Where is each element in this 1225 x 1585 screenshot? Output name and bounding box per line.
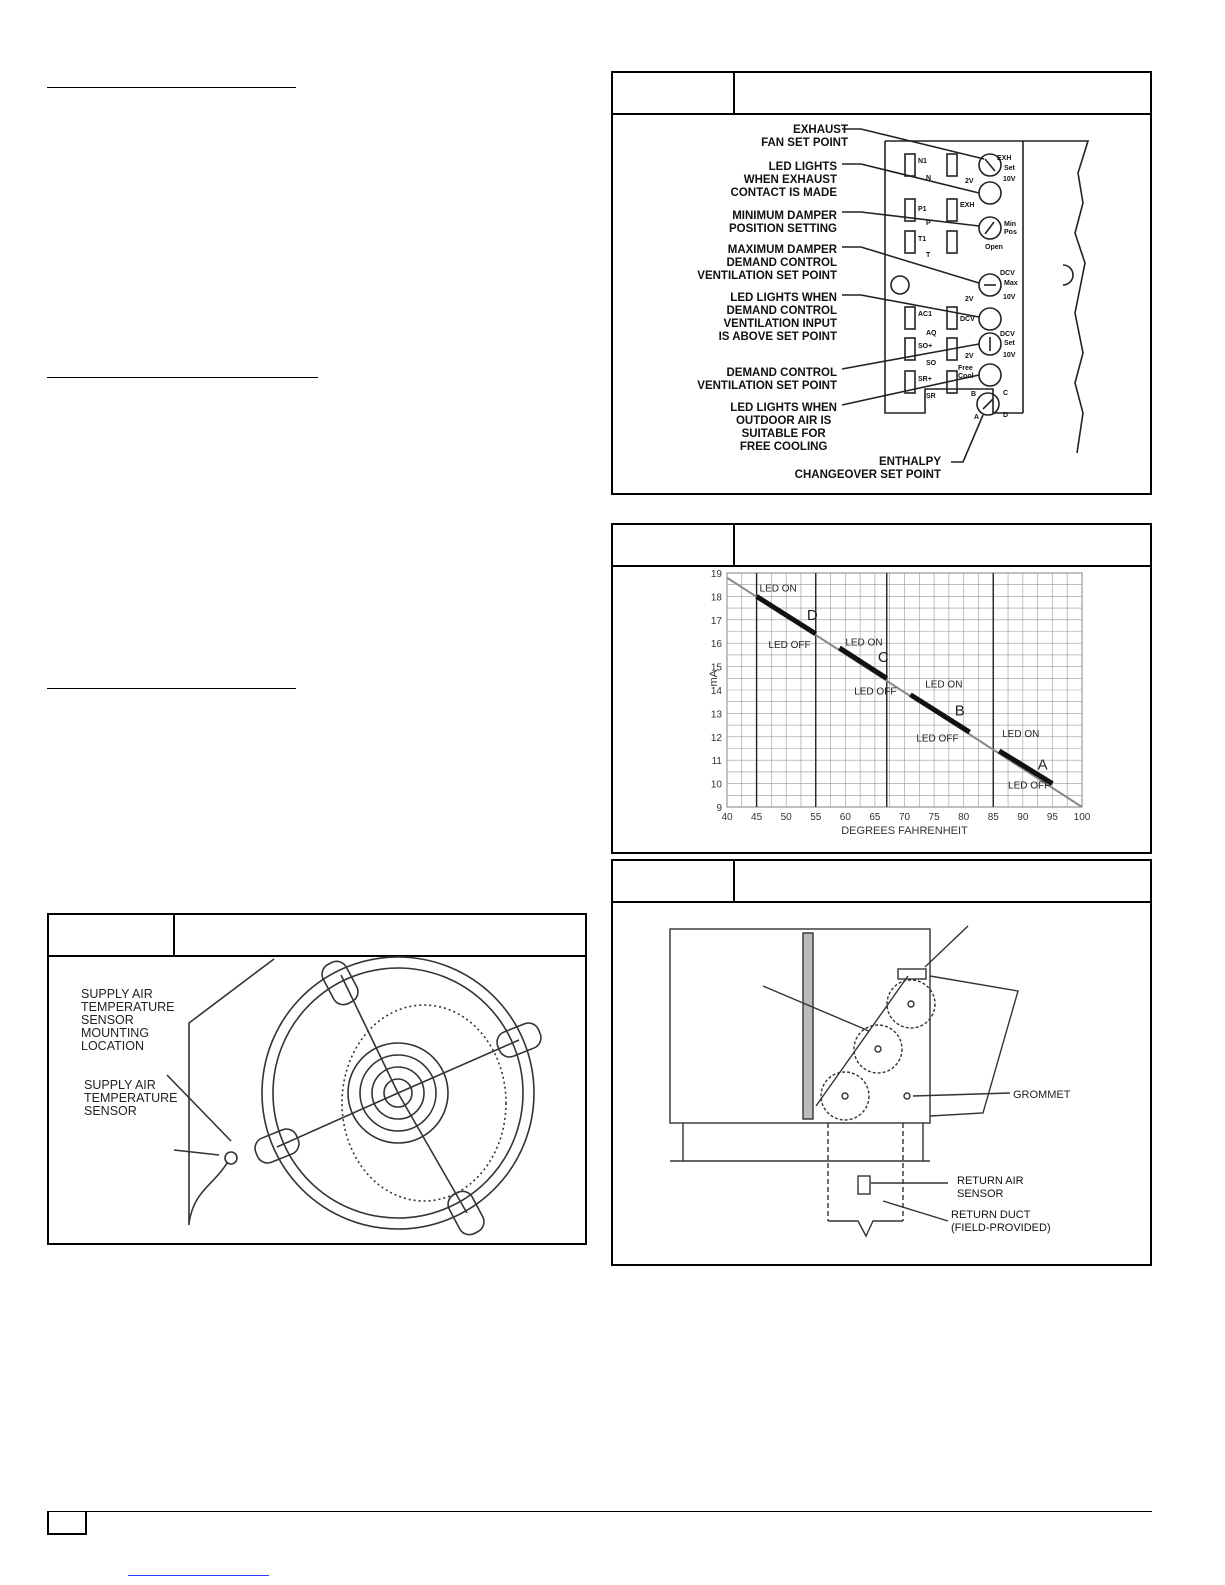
return-air-sensor-drawing [613,901,1150,1264]
callout-exhaust-led: LED LIGHTS WHEN EXHAUST CONTACT IS MADE [730,161,837,199]
board-label-b: B [971,391,977,398]
board-label-2v-2: 2V [965,296,974,303]
board-label-10v-3: 10V [1003,352,1016,359]
chart-x-tick-label: 55 [810,812,822,823]
board-label-p1: P1 [918,206,927,213]
board-label-min: Min [1004,221,1017,228]
callout-dcv-set-point: DEMAND CONTROL VENTILATION SET POINT [697,367,837,392]
board-label-t: T [926,252,931,259]
footer-rule [47,1511,1152,1512]
chart-x-tick-label: 50 [780,812,792,823]
figure-header [613,525,1150,567]
callout-enthalpy: ENTHALPY CHANGEOVER SET POINT [794,456,941,481]
chart-y-tick-label: 19 [710,569,722,580]
chart-y-axis-label: mA [708,670,720,687]
chart-y-tick-label: 10 [710,779,722,791]
board-label-c: C [1003,390,1009,397]
chart-annotation: LED ON [759,583,797,595]
chart-annotation: LED OFF [1008,780,1051,792]
board-label-so: SO [926,360,937,367]
chart-x-tick-label: 90 [1017,812,1029,823]
chart-x-tick-label: 65 [869,812,881,823]
chart-y-tick-label: 16 [710,639,722,651]
board-label-10v-1: 10V [1003,176,1016,183]
chart-x-tick-label: 40 [721,812,733,823]
figure-supply-air-sensor [47,913,587,1245]
figure-return-air-sensor [611,859,1152,1266]
board-label-2v-1: 2V [965,178,974,185]
chart-x-tick-label: 80 [958,812,970,823]
chart-x-tick-label: 95 [1046,812,1058,823]
callout-dcv-led: LED LIGHTS WHEN DEMAND CONTROL VENTILATION INPUT IS ABOVE SET POINT [718,292,837,343]
chart-x-tick-label: 85 [987,812,999,823]
figure-header [613,861,1150,903]
chart-x-tick-label: 45 [751,812,763,823]
chart-annotation: LED OFF [916,733,959,745]
board-label-d: D [1003,412,1009,419]
figure-enthalpy-chart [611,523,1152,854]
chart-y-tick-label: 17 [710,615,722,627]
figure-economizer-panel [611,71,1152,495]
callout-min-damper: MINIMUM DAMPER POSITION SETTING [729,210,837,235]
chart-x-tick-label: 100 [1073,812,1091,823]
section-heading-rule-3 [47,688,296,689]
board-label-ac1: AC1 [918,311,933,318]
board-label-p: P [926,220,931,227]
board-label-max: Max [1004,280,1018,287]
label-return-air-sensor: RETURN AIR SENSOR [957,1175,1024,1200]
board-label-exh1: EXH [960,202,975,209]
board-label-2v-3: 2V [965,353,974,360]
board-label-sr: SR [926,393,936,400]
chart-annotation: D [806,606,818,624]
chart-annotation: LED ON [845,637,883,649]
board-label-set: Set [1004,165,1015,172]
page-number-box [47,1511,87,1535]
callout-max-damper: MAXIMUM DAMPER DEMAND CONTROL VENTILATION SET POINT [697,244,837,282]
chart-annotation: B [954,702,965,720]
chart-annotation: LED ON [925,679,963,691]
board-label-dcv-2: DCV [960,316,975,323]
board-label-cool: Cool [958,373,974,380]
chart-annotation: LED OFF [854,686,897,698]
board-label-sr-plus: SR+ [918,376,932,383]
board-label-a: A [974,414,980,421]
blower-drawing [49,955,585,1243]
label-return-duct: RETURN DUCT (FIELD-PROVIDED) [951,1209,1051,1234]
callout-exhaust-fan-set-point: EXHAUST FAN SET POINT [761,124,848,149]
chart-y-tick-label: 15 [710,662,722,674]
chart-y-tick-label: 18 [710,592,722,604]
board-label-open: Open [985,244,1003,251]
callout-free-cooling-led: LED LIGHTS WHEN OUTDOOR AIR IS SUITABLE FOR FREE COOLING [730,402,837,453]
chart-annotation: A [1037,756,1048,774]
chart-x-axis-label: DEGREES FAHRENHEIT [841,825,968,837]
enthalpy-chart [613,565,1150,852]
label-grommet: GROMMET [1013,1089,1071,1101]
chart-x-tick-label: 60 [839,812,851,823]
board-label-10v-2: 10V [1003,294,1016,301]
chart-x-tick-label: 75 [928,812,940,823]
section-heading-rule-1 [47,87,296,88]
chart-annotation: LED OFF [768,639,811,651]
figure-header [49,915,585,957]
board-label-n1: N1 [918,158,927,165]
board-label-dcv-1: DCV [1000,270,1015,277]
board-label-free: Free [958,365,973,372]
board-label-n: N [926,175,932,182]
board-label-t1: T1 [918,236,927,243]
footer-link-underline[interactable] [128,1575,269,1576]
label-supply-sensor-location: SUPPLY AIR TEMPERATURE SENSOR MOUNTING LOCATION [81,987,175,1053]
board-label-aq: AQ [926,330,937,337]
board-label-dcv-3: DCV [1000,331,1015,338]
chart-x-tick-label: 70 [898,812,911,823]
figure-header [613,73,1150,115]
chart-annotation: LED ON [1002,728,1040,740]
section-heading-rule-2 [47,377,318,378]
chart-y-tick-label: 11 [711,756,722,768]
board-label-exh: EXH [997,155,1012,162]
board-label-so-plus: SO+ [918,343,933,350]
economizer-board-drawing [613,113,1150,493]
chart-y-tick-label: 9 [716,803,722,814]
chart-y-tick-label: 13 [710,709,722,721]
chart-y-tick-label: 12 [710,732,722,744]
chart-y-tick-label: 14 [710,686,722,697]
board-label-pos: Pos [1004,229,1017,236]
label-supply-sensor: SUPPLY AIR TEMPERATURE SENSOR [84,1078,178,1118]
chart-annotation: C [877,648,889,666]
board-label-set-2: Set [1004,340,1015,347]
